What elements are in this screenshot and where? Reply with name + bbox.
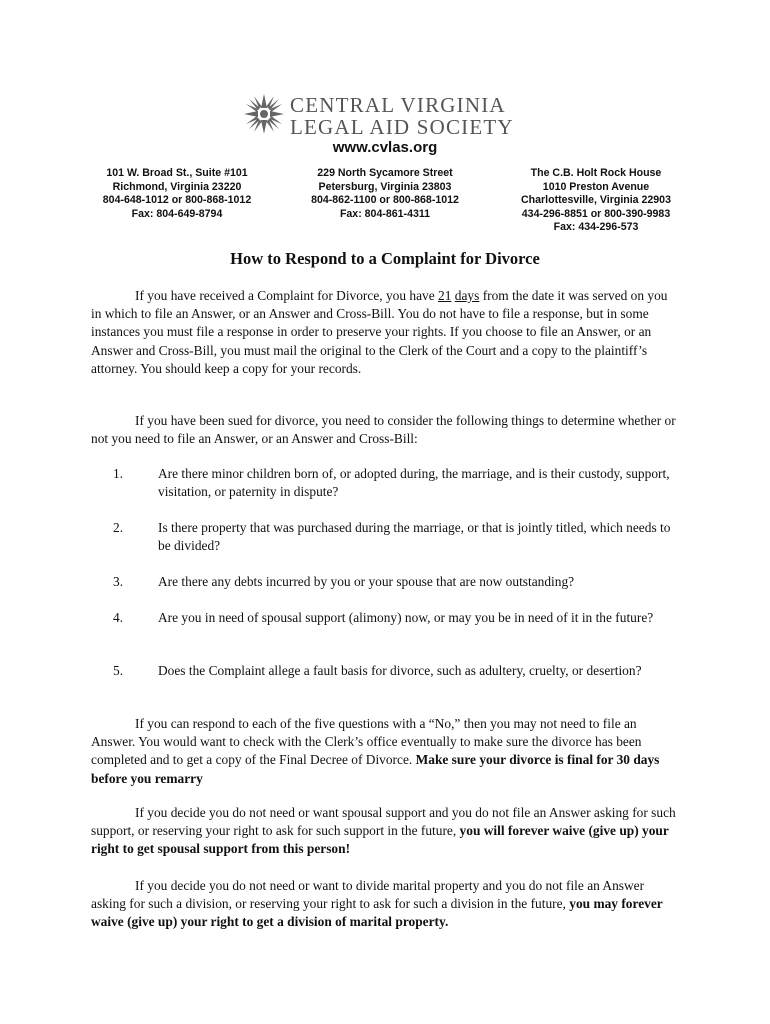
question-text: Is there property that was purchased during the marriage, or that is jointly titled, which needs to be divided? [158,520,671,554]
paragraph-marital-property [91,877,679,932]
org-name-line2: LEGAL AID SOCIETY [290,115,514,139]
paragraph-no-answer [91,715,679,788]
text-run: If you decide you do not need or want spousal support and you do not file an Answer asking for such support, or reserving your right to ask for such support in the future, [91,805,676,839]
office-address: 229 North Sycamore Street [317,167,453,179]
text-run: from the date it was served on you in which to file an Answer, or an Answer and Cross-Bill. You do not have to file a response, but in some instances you must file a response in order to preserve your rights. If you choose to file an Answer, or an Answer and Cross-Bill, you must mail the original to the Clerk of the Court and a copy to the plaintiff’s attorney. You should keep a copy for your records. [91,288,668,376]
document-title: How to Respond to a Complaint for Divorce [230,249,540,268]
text-run: If you decide you do not need or want to divide marital property and you do not file an Answer asking for such a division, or reserving your right to ask for such a division in the future, [91,878,645,912]
bold-warning: Make sure your divorce is final for 30 days before you remarry [91,752,660,786]
office-phone: 804-648-1012 or 800-868-1012 [102,194,252,206]
question-number: 3. [113,574,124,589]
office-address: 1010 Preston Avenue [542,180,650,193]
text-run: If you have been sued for divorce, you need to consider the following things to determine whether or not you need to file an Answer, or an Answer and Cross-Bill: [91,413,676,447]
office-fax: Fax: 434-296-573 [553,221,639,233]
question-number: 4. [113,610,124,625]
question-text: Are there minor children born of, or adopted during, the marriage, and is their custody, support, visitation, or paternity in dispute? [158,466,670,500]
office-city: Charlottesville, Virginia 22903 [521,194,671,206]
paragraph-considerations [91,412,679,448]
question-text: Are there any debts incurred by you or your spouse that are now outstanding? [158,574,575,589]
office-fax: Fax: 804-649-8794 [131,207,223,220]
office-address: 101 W. Broad St., Suite #101 [106,167,248,179]
letterhead-logo [242,92,532,138]
question-number: 2. [113,520,124,535]
starburst-logo-icon [242,92,286,136]
office-richmond [77,167,277,221]
bold-warning: you may forever waive (give up) your right to get a division of marital property. [91,896,663,930]
office-building: The C.B. Holt Rock House [530,167,662,179]
office-phone: 804-862-1100 or 800-868-1012 [311,194,459,206]
question-number: 5. [113,663,124,678]
question-number: 1. [113,466,124,481]
question-text: Are you in need of spousal support (alimony) now, or may you be in need of it in the future? [158,610,654,625]
bold-warning: you will forever waive (give up) your right to get spousal support from this person! [91,823,669,857]
office-phone: 434-296-8851 or 800-390-9983 [521,207,671,220]
underlined-days: days [454,288,480,303]
org-name-line1: CENTRAL VIRGINIA [290,93,506,117]
text-run: If you have received a Complaint for Divorce, you have [135,288,439,303]
website-link[interactable]: www.cvlas.org [332,139,438,156]
office-petersburg [285,167,485,221]
paragraph-intro [91,287,679,378]
office-fax: Fax: 804-861-4311 [339,207,431,220]
office-city: Richmond, Virginia 23220 [112,180,242,193]
paragraph-spousal-support [91,804,679,859]
question-text: Does the Complaint allege a fault basis for divorce, such as adultery, cruelty, or desertion? [158,663,642,678]
office-city: Petersburg, Virginia 23803 [318,180,452,193]
text-run: If you can respond to each of the five questions with a “No,” then you may not need to file an Answer. You would want to check with the Clerk’s office eventually to make sure the divorce has been completed and to get a copy of the Final Decree of Divorce. [91,716,642,768]
underlined-number: 21 [438,288,452,303]
office-charlottesville [496,167,696,235]
